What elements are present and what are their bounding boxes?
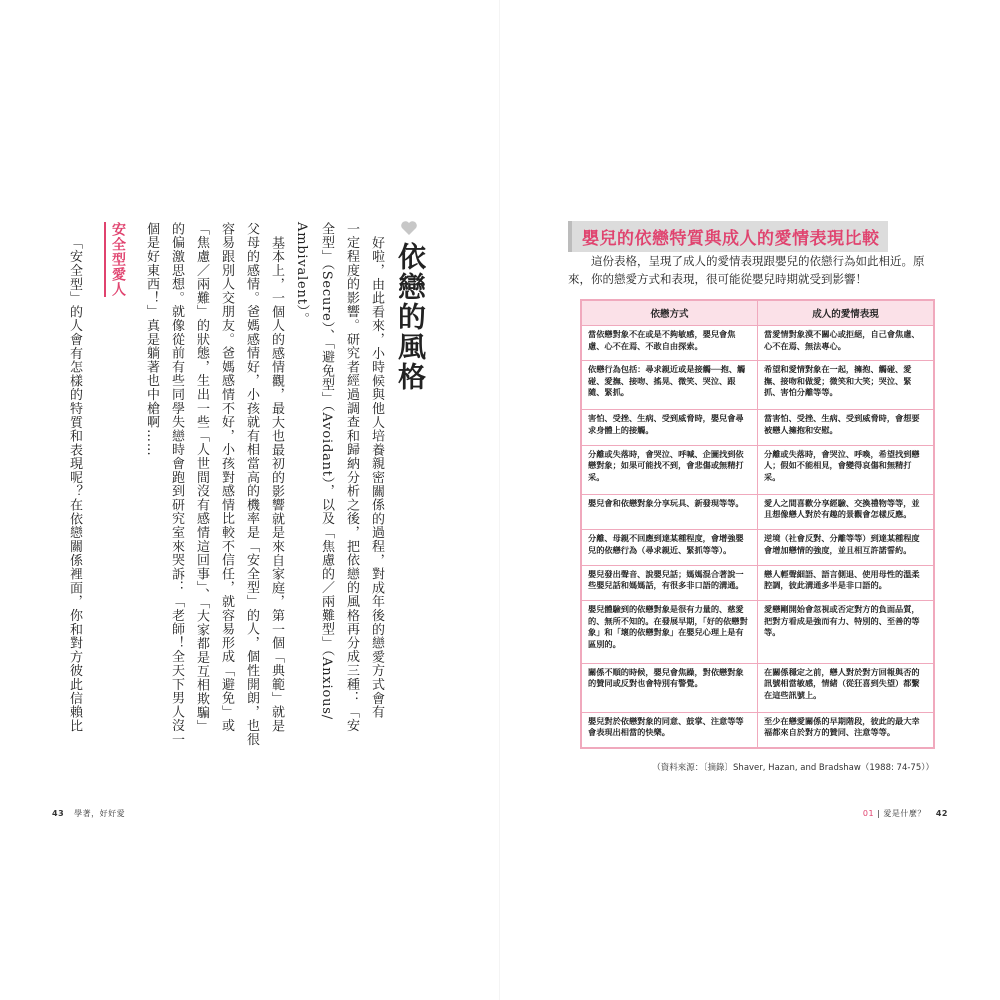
table-row bbox=[582, 410, 934, 445]
column-header: 依戀方式 bbox=[582, 301, 758, 326]
table-cell: 分離、母親不回應到達某種程度，會增強嬰兒的依戀行為（尋求親近、緊抓等等）。 bbox=[582, 530, 758, 565]
table-cell: 至少在戀愛關係的早期階段，彼此的最大幸福都來自於對方的贊同、注意等等。 bbox=[758, 712, 934, 747]
comparison-table bbox=[580, 299, 935, 749]
source-citation: （資料來源：〔摘錄〕Shaver, Hazan, and Bradshaw（1988: 74-75）） bbox=[652, 763, 934, 773]
table-row bbox=[582, 601, 934, 664]
table-row bbox=[582, 445, 934, 494]
folio-right bbox=[863, 808, 948, 819]
sub-heading: 安全型愛人 bbox=[104, 222, 128, 297]
table-row bbox=[582, 663, 934, 712]
table-row bbox=[582, 361, 934, 410]
running-title: 學著，好好愛 bbox=[74, 809, 126, 818]
table-cell: 在關係穩定之前，戀人對於對方回報與否的訊號相當敏感，情緒（從狂喜到失望）都繫在這些訊號上。 bbox=[758, 663, 934, 712]
table-row bbox=[582, 712, 934, 747]
body-column: Ambivalent）。 bbox=[294, 222, 309, 326]
table-cell: 害怕、受挫、生病、受到威脅時，嬰兒會尋求身體上的接觸。 bbox=[582, 410, 758, 445]
folio-left bbox=[52, 808, 125, 819]
heart-icon bbox=[400, 220, 418, 236]
table-header-row bbox=[582, 301, 934, 326]
table-cell: 嬰兒對於依戀對象的同意、鼓掌、注意等等會表現出相當的快樂。 bbox=[582, 712, 758, 747]
body-column: 「安全型」的人會有怎樣的特質和表現呢？在依戀關係裡面，你和對方彼此信賴比 bbox=[67, 236, 82, 733]
table-cell: 愛人之間喜歡分享經驗、交換禮物等等，並且想像戀人對於有趣的景觀會怎樣反應。 bbox=[758, 494, 934, 529]
table-title: 嬰兒的依戀特質與成人的愛情表現比較 bbox=[582, 229, 880, 249]
section-heading-text: 依戀的風格 bbox=[394, 242, 427, 392]
table-cell: 當愛情對象漠不關心或拒絕，自己會焦慮、心不在焉、無法專心。 bbox=[758, 326, 934, 361]
table-row bbox=[582, 494, 934, 529]
table-cell: 關係不順的時候，嬰兒會焦躁，對依戀對象的贊同或反對也會特別有警覺。 bbox=[582, 663, 758, 712]
intro-paragraph: 這份表格，呈現了成人的愛情表現跟嬰兒的依戀行為如此相近。原來，你的戀愛方式和表現，很可能從嬰兒時期就受到影響！ bbox=[568, 254, 925, 286]
table-cell: 當害怕、受挫、生病、受到威脅時，會想要被戀人擁抱和安慰。 bbox=[758, 410, 934, 445]
running-title: 愛是什麼？ bbox=[883, 809, 926, 818]
body-column: 容易跟別人交朋友。爸媽感情不好，小孩對感情比較不信任，就容易形成「避免」或 bbox=[219, 222, 234, 733]
chapter-number: 01 bbox=[862, 809, 875, 818]
table-row bbox=[582, 530, 934, 565]
body-column: 個是好東西！」真是躺著也中槍啊…… bbox=[144, 222, 159, 457]
table-cell: 依戀行為包括：尋求親近或是接觸──抱、觸碰、愛撫、接吻、搖晃、微笑、哭泣、跟隨、緊抓。 bbox=[582, 361, 758, 410]
page-number: 42 bbox=[935, 809, 948, 818]
body-column: 父母的感情。爸媽感情好，小孩就有相當高的機率是「安全型」的人，個性開朗，也很 bbox=[244, 222, 259, 747]
table-cell: 戀人輕聲細語、語言側退、使用母性的溫柔腔調，彼此溝通多半是非口語的。 bbox=[758, 565, 934, 600]
body-column: 基本上，一個人的感情觀，最大也最初的影響就是來自家庭，第一個「典範」就是 bbox=[269, 236, 284, 733]
folio-divider: | bbox=[877, 809, 884, 818]
table-cell: 希望和愛情對象在一起，擁抱、觸碰、愛撫、接吻和做愛；微笑和大笑；哭泣、緊抓、害怕分離等等。 bbox=[758, 361, 934, 410]
table-cell: 愛戀剛開始會忽視或否定對方的負面品質，把對方看成是強而有力、特別的、至善的等等。 bbox=[758, 601, 934, 664]
table-cell: 當依戀對象不在或是不夠敏感，嬰兒會焦慮、心不在焉、不敢自由探索。 bbox=[582, 326, 758, 361]
table-row bbox=[582, 326, 934, 361]
table-cell: 分離或失落時，會哭泣、呼喚，希望找到戀人；假如不能相見，會變得哀傷和無精打采。 bbox=[758, 445, 934, 494]
section-heading bbox=[390, 220, 430, 392]
column-header: 成人的愛情表現 bbox=[758, 301, 934, 326]
page-number: 43 bbox=[52, 809, 65, 818]
right-page bbox=[500, 0, 1000, 1000]
table-row bbox=[582, 565, 934, 600]
body-column: 「焦慮／兩難」的狀態，生出一些「人世間沒有感情這回事」、「大家都是互相欺騙」 bbox=[194, 222, 209, 734]
table-cell: 逆境（社會反對、分離等等）到達某種程度會增加戀情的強度，並且相互許諾誓約。 bbox=[758, 530, 934, 565]
table-cell: 嬰兒會和依戀對象分享玩具、新發現等等。 bbox=[582, 494, 758, 529]
body-column: 一定程度的影響。研究者經過調查和歸納分析之後，把依戀的風格再分成三種：「安 bbox=[344, 222, 359, 733]
table-cell: 嬰兒體驗到的依戀對象是很有力量的、慈愛的、無所不知的。在發展早期，「好的依戀對象」和「壞的依戀對象」在嬰兒心理上是有區別的。 bbox=[582, 601, 758, 664]
body-column: 好啦，由此看來，小時候與他人培養親密關係的過程，對成年後的戀愛方式會有 bbox=[369, 236, 384, 719]
body-column: 的偏激思想。就像從前有些同學失戀時會跑到研究室來哭訴：「老師！全天下男人沒一 bbox=[169, 222, 184, 747]
table-title-bar bbox=[568, 221, 888, 252]
body-column: 全型」（Secure）、「避免型」（Avoidant），以及「焦慮的／兩難型」（Anxious/ bbox=[319, 222, 334, 720]
table-cell: 分離或失落時，會哭泣、呼喊、企圖找到依戀對象；如果可能找不到，會悲傷或無精打采。 bbox=[582, 445, 758, 494]
table-cell: 嬰兒發出聲音、說嬰兒話；媽媽混合著說一些嬰兒話和媽媽話，有很多非口語的溝通。 bbox=[582, 565, 758, 600]
